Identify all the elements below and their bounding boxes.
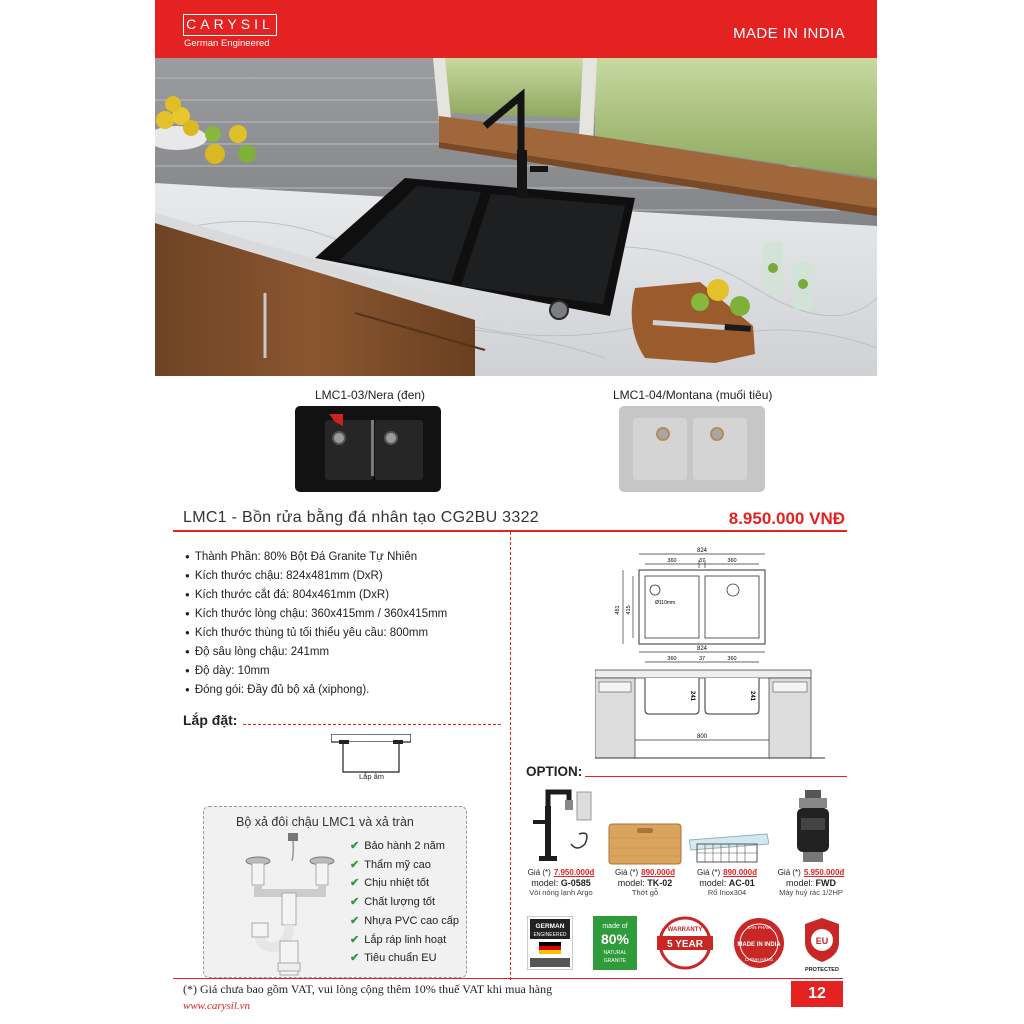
option-model: G-0585 (560, 878, 591, 888)
svg-text:ENGINEERED: ENGINEERED (533, 932, 567, 938)
dim-cabinet: 800 (696, 734, 708, 740)
natural-granite-badge (593, 916, 637, 970)
made-in-india-label: MADE IN INDIA (733, 25, 845, 42)
checkmark-icon: ✔ (350, 896, 360, 909)
cutting-board-icon (607, 822, 683, 866)
carysil-logo (183, 14, 279, 52)
option-model: AC-01 (728, 878, 755, 888)
sink-black-icon (295, 406, 441, 492)
made-in-india-badge (731, 916, 787, 970)
svg-text:made of: made of (602, 923, 628, 930)
option-rule (585, 776, 847, 777)
svg-text:CHÍNH HÃNG: CHÍNH HÃNG (744, 957, 774, 962)
checkmark-icon: ✔ (350, 952, 360, 965)
install-rule (243, 724, 501, 725)
option-desc: Thớt gỗ (631, 888, 659, 897)
drain-feature: ✔ Lắp ráp linh hoạt (350, 933, 447, 946)
variant-image-nera (295, 406, 441, 497)
drain-feature: ✔ Bảo hành 2 năm (350, 840, 445, 852)
dim-top-total: 824 (696, 548, 708, 554)
svg-text:EU: EU (815, 936, 829, 946)
install-type-label: Lắp âm (359, 772, 385, 781)
svg-text:WARRANTY: WARRANTY (667, 927, 703, 933)
vat-footnote: (*) Giá chưa bao gồm VAT, vui lòng cộng thêm 10% thuế VAT khi mua hàng (183, 982, 553, 996)
checkmark-icon: ✔ (350, 858, 360, 871)
checkmark-icon: ✔ (350, 840, 360, 852)
checkmark-icon: ✔ (350, 877, 360, 890)
option-price: 5.950.000đ (803, 868, 845, 877)
disposer-icon (793, 790, 833, 866)
hero-kitchen-image (155, 58, 877, 376)
checkmark-icon: ✔ (350, 914, 360, 927)
svg-text:GERMAN: GERMAN (535, 923, 565, 930)
option-disposer[interactable]: Giá (*) 5.950.000đ model: FWD Máy huỷ rác 1/2HP (769, 868, 853, 897)
dim-side-left: 360 (667, 656, 677, 662)
drain-feature: ✔ Tiêu chuẩn EU (350, 952, 437, 965)
svg-text:80%: 80% (600, 931, 630, 947)
footer-rule (173, 978, 843, 979)
dim-depth-right: 241 (749, 690, 755, 702)
technical-drawing (595, 546, 845, 766)
svg-text:5 YEAR: 5 YEAR (667, 939, 703, 950)
svg-text:MADE IN INDIA: MADE IN INDIA (737, 942, 781, 948)
drain-feature-list (350, 837, 459, 968)
option-basket[interactable]: Giá (*) 890.000đ model: AC-01 Rổ Inox304 (685, 868, 769, 897)
variant-image-montana (619, 406, 765, 497)
basket-icon (689, 830, 769, 866)
svg-text:GRANITE: GRANITE (603, 958, 627, 964)
sink-grey-icon (619, 406, 765, 492)
dim-side-right: 360 (727, 656, 737, 662)
spec-item: ● Kích thước lòng chậu: 360x415mm / 360x415mm (185, 605, 447, 624)
drain-feature: ✔ Chịu nhiệt tốt (350, 877, 430, 890)
dim-top-right: 360 (727, 558, 737, 564)
product-title: LMC1 - Bồn rửa bằng đá nhân tạo CG2BU 3322 (183, 509, 539, 526)
drain-kit-box (203, 806, 467, 978)
dim-side-total: 824 (696, 646, 708, 652)
option-faucet[interactable]: Giá (*) 7.950.000đ model: G-0585 Vòi nóng lạnh Argo (519, 868, 603, 897)
spec-item: ● Đóng gói: Đầy đủ bộ xả (xiphong). (185, 681, 447, 700)
faucet-icon (525, 786, 597, 866)
dim-height-inner: 415 (626, 605, 632, 615)
column-divider (510, 532, 511, 980)
spec-item: ● Kích thước chậu: 824x481mm (DxR) (185, 567, 447, 586)
spec-item: ● Kích thước cắt đá: 804x461mm (DxR) (185, 586, 447, 605)
logo-tagline: German Engineered (184, 38, 270, 49)
drain-kit-title: Bộ xả đôi chậu LMC1 và xả tràn (236, 815, 414, 829)
variant-label-nera: LMC1-03/Nera (đen) (315, 388, 426, 402)
drain-feature: ✔ Nhựa PVC cao cấp (350, 914, 460, 927)
warranty-badge (655, 916, 715, 970)
option-price: 890.000đ (723, 868, 757, 877)
option-title: OPTION: (526, 764, 583, 779)
spec-list (185, 548, 447, 700)
header-bar (155, 0, 877, 58)
variant-label-montana: LMC1-04/Montana (muối tiêu) (613, 388, 773, 402)
undermount-diagram (331, 734, 411, 784)
dim-top-mid: 37 (698, 558, 706, 564)
dim-depth-left: 241 (689, 690, 695, 702)
logo-brand: CARYSIL (183, 14, 277, 36)
svg-text:NATURAL: NATURAL (603, 950, 627, 956)
option-desc: Rổ Inox304 (707, 888, 747, 897)
svg-text:SẢN PHẨM: SẢN PHẨM (747, 925, 771, 930)
drain-feature: ✔ Chất lượng tốt (350, 896, 436, 909)
german-engineered-badge (527, 916, 573, 970)
svg-text:PROTECTED: PROTECTED (805, 967, 839, 973)
spec-item: ● Kích thước thùng tủ tối thiểu yêu cầu: 800mm (185, 624, 447, 643)
option-model: FWD (815, 878, 837, 888)
page-number: 12 (791, 981, 843, 1007)
spec-item: ● Độ sâu lòng chậu: 241mm (185, 643, 447, 662)
dim-side-mid: 37 (698, 656, 706, 662)
product-price: 8.950.000 VNĐ (728, 509, 845, 528)
option-model: TK-02 (647, 878, 673, 888)
catalog-page (155, 0, 877, 1024)
dim-top-left: 360 (667, 558, 677, 564)
option-price: 890.000đ (641, 868, 675, 877)
website-link[interactable]: www.carysil.vn (183, 1000, 251, 1012)
dim-drain: Ø110mm (655, 600, 676, 606)
kitchen-scene-illustration (155, 58, 877, 376)
option-desc: Vòi nóng lạnh Argo (529, 888, 593, 897)
install-title: Lắp đặt: (183, 712, 238, 728)
option-cutting-board[interactable]: Giá (*) 890.000đ model: TK-02 Thớt gỗ (603, 868, 687, 897)
option-price: 7.950.000đ (553, 868, 595, 877)
spec-item: ● Thành Phần: 80% Bột Đá Granite Tự Nhiên (185, 548, 447, 567)
spec-item: ● Độ dày: 10mm (185, 662, 447, 681)
checkmark-icon: ✔ (350, 933, 360, 946)
drain-feature: ✔ Thẩm mỹ cao (350, 858, 431, 871)
drain-kit-image (242, 831, 342, 977)
eu-protected-badge (801, 916, 843, 974)
option-desc: Máy huỷ rác 1/2HP (779, 888, 843, 897)
dim-height-outer: 481 (615, 605, 621, 615)
